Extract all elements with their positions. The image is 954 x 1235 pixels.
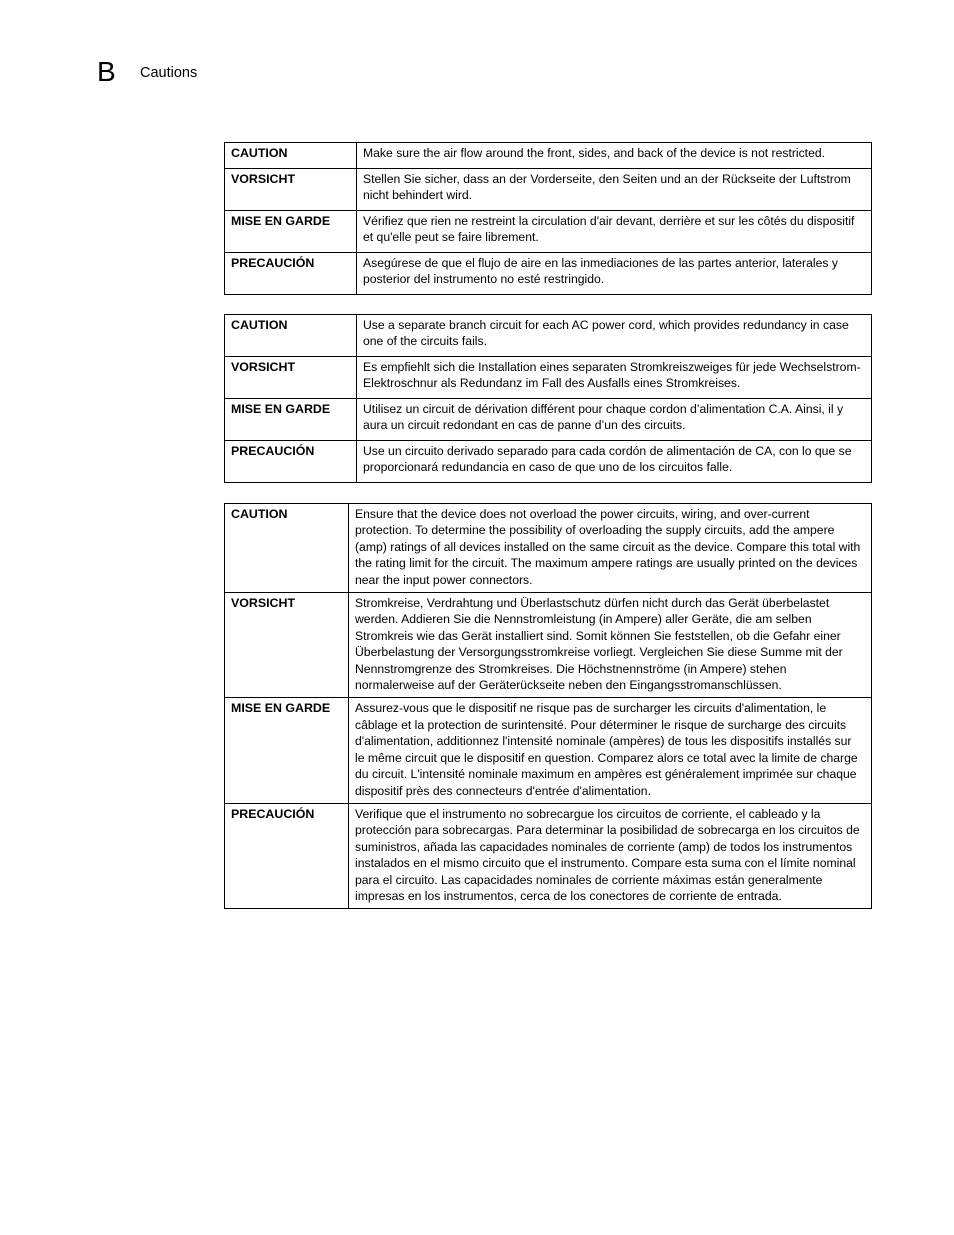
appendix-letter: B <box>97 56 116 87</box>
caution-text: Make sure the air flow around the front, sides, and back of the device is not restricted. <box>357 143 872 169</box>
caution-text: Stellen Sie sicher, dass an der Vorderseite, den Seiten und an der Rückseite der Luftstrom nicht behindert wird. <box>357 169 872 211</box>
caution-label: MISE EN GARDE <box>225 698 349 803</box>
section-title: Cautions <box>140 65 198 81</box>
caution-label: VORSICHT <box>225 169 357 211</box>
caution-label: VORSICHT <box>225 357 357 399</box>
caution-text: Verifique que el instrumento no sobrecargue los circuitos de corriente, el cableado y la protección para sobrecargas. Para determinar la posibilidad de sobrecarga en los circuitos de suministros, añada las capacidades nominales de corriente (amp) de todos los instrumentos instalados en el mismo circuito que el instrumento. Compare esta suma con el límite nominal para el circuito. Las capacidades nominales de corriente máximas están generalmente impresas en los instrumentos, cerca de los conectores de corriente de entrada. <box>349 803 872 908</box>
table-row <box>225 169 872 211</box>
caution-label: CAUTION <box>225 143 357 169</box>
caution-table-airflow <box>224 142 872 295</box>
table-row <box>225 253 872 295</box>
caution-text: Utilisez un circuit de dérivation différent pour chaque cordon d’alimentation C.A. Ainsi, il y aura un circuit redondant en cas de panne d’un des circuits. <box>357 399 872 441</box>
caution-label: VORSICHT <box>225 593 349 698</box>
caution-text: Es empfiehlt sich die Installation eines separaten Stromkreiszweiges für jede Wechselstrom-Elektroschnur als Redundanz im Fall des Ausfalls eines Stromkreises. <box>357 357 872 399</box>
caution-table-overload <box>224 503 872 909</box>
caution-label: MISE EN GARDE <box>225 399 357 441</box>
table-row <box>225 399 872 441</box>
caution-label: CAUTION <box>225 315 357 357</box>
caution-text: Use un circuito derivado separado para cada cordón de alimentación de CA, con lo que se proporcionará redundancia en caso de que uno de los circuitos falle. <box>357 441 872 483</box>
caution-text: Vérifiez que rien ne restreint la circulation d'air devant, derrière et sur les côtés du dispositif et qu'elle peut se faire librement. <box>357 211 872 253</box>
table-row <box>225 441 872 483</box>
caution-label: PRECAUCIÓN <box>225 253 357 295</box>
caution-text: Use a separate branch circuit for each AC power cord, which provides redundancy in case one of the circuits fails. <box>357 315 872 357</box>
caution-text: Ensure that the device does not overload the power circuits, wiring, and over-current protection. To determine the possibility of overloading the supply circuits, add the ampere (amp) ratings of all devices installed on the same circuit as the device. Compare this total with the rating limit for the circuit. The maximum ampere ratings are usually printed on the devices near the input power connectors. <box>349 504 872 593</box>
caution-text: Assurez-vous que le dispositif ne risque pas de surcharger les circuits d'alimentation, le câblage et la protection de surintensité. Pour déterminer le risque de surcharge des circuits d'alimentation, additionnez l'intensité nominale (ampères) de tous les dispositifs installés sur le même circuit que le dispositif en question. Comparez alors ce total avec la limite de charge du circuit. L'intensité nominale maximum en ampères est généralement imprimée sur chaque dispositif près des connecteurs d'entrée d'alimentation. <box>349 698 872 803</box>
caution-label: PRECAUCIÓN <box>225 441 357 483</box>
table-row <box>225 211 872 253</box>
table-row <box>225 357 872 399</box>
table-row <box>225 504 872 593</box>
table-row <box>225 315 872 357</box>
table-row <box>225 803 872 908</box>
caution-text: Stromkreise, Verdrahtung und Überlastschutz dürfen nicht durch das Gerät überbelastet werden. Addieren Sie die Nennstromleistung (in Ampere) aller Geräte, die am selben Stromkreis wie das Gerät installiert sind. Somit können Sie feststellen, ob die Gefahr einer Überbelastung der Versorgungsstromkreise vorliegt. Vergleichen Sie diese Summe mit der Nennstromgrenze des Stromkreises. Die Höchstnennströme (in Ampere) stehen normalerweise auf der Geräterückseite neben den Eingangsstromanschlüssen. <box>349 593 872 698</box>
table-row <box>225 698 872 803</box>
table-row <box>225 593 872 698</box>
caution-label: MISE EN GARDE <box>225 211 357 253</box>
caution-label: CAUTION <box>225 504 349 593</box>
caution-label: PRECAUCIÓN <box>225 803 349 908</box>
caution-text: Asegúrese de que el flujo de aire en las inmediaciones de las partes anterior, laterales y posterior del instrumento no esté restringido. <box>357 253 872 295</box>
table-row <box>225 143 872 169</box>
caution-table-branch-circuit <box>224 314 872 483</box>
